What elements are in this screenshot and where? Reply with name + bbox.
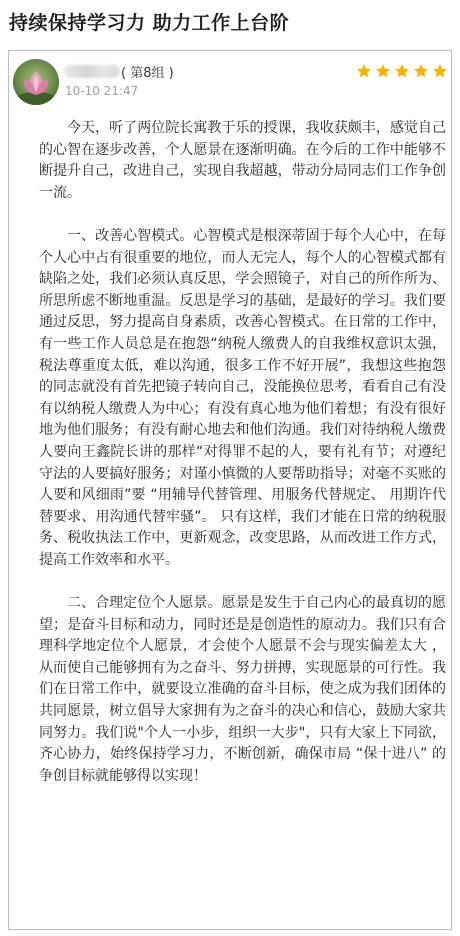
lotus-avatar-icon[interactable] [13,59,59,105]
comment-paragraph-personal-vision: 二、合理定位个人愿景。愿景是发生于自己内心的最真切的愿望；是奋斗目标和动力，同时还是是创造性的原动力。我们只有合理科学地定位个人愿景，才会使个人愿景不会与现实偏差太大 ，从而使自己能够拥有为之奋斗、努力拼搏，实现愿景的可行性。我们在日常工作中，就要设立准确的奋斗目标，使之成为我们团体的共同愿景，树立倡导大家拥有为之奋斗的决心和信心，鼓励大家共同努力。我们说"个人一小步，组织一大步"，只有大家上下同欲，齐心协力，始终保持学习力，不断创新，确保市局 “保十进八” 的争创目标就能够得以实现！ [39,595,446,784]
star-icon [356,63,372,79]
star-icon [375,63,391,79]
avatar-image [13,59,59,105]
group-label: ( 第8组 ) [121,66,174,81]
star-icon [432,63,448,79]
comment-timestamp: 10-10 21:47 [65,84,139,98]
article-title: 持续保持学习力 助力工作上台阶 [9,12,290,34]
comment-card [8,50,452,930]
comment-body [39,118,446,787]
star-icon [394,63,410,79]
comment-paragraph-intro: 今天，听了两位院长寓教于乐的授课，我收获颇丰，感觉自己的心智在逐步改善，个人愿景在逐渐明确。在今后的工作中能够不断提升自己，改进自己，实现自我超越，带动分局同志们工作争创一流。 [39,120,446,201]
rating-stars [356,63,448,79]
star-icon [413,63,429,79]
username-redacted [64,65,120,78]
comment-paragraph-mental-models: 一、改善心智模式。心智模式是根深蒂固于每个人心中，在每个人心中占有很重要的地位，而人无完人，每个人的心智模式都有缺陷之处，我们必须认真反思，学会照镜子，对自己的所作所为、所思所虑不断地重温。反思是学习的基础，是最好的学习。我们要通过反思，努力提高自身素质，改善心智模式。在日常的工作中，有一些工作人员总是在抱怨“纳税人缴费人的自我维权意识太强，税法尊重度太低，难以沟通，很多工作不好开展”，我想这些抱怨的同志就没有首先把镜子转向自己，没能换位思考，看看自己有没有以纳税人缴费人为中心；有没有真心地为他们着想；有没有很好地为他们服务；有没有耐心地去和他们沟通。我们对待纳税人缴费人要向王鑫院长讲的那样“对得罪不起的人，要有礼有节；对遵纪守法的人要搞好服务；对谨小慎微的人要帮助指导；对毫不买账的人要和风细雨”要 “用辅导代替管理、用服务代替规定、 用期许代替要求、用沟通代替牢骚”。 只有这样，我们才能在日常的纳税服务、税收执法工作中，更新观念，改变思路，从而改进工作方式，提高工作效率和水平。 [39,227,446,568]
